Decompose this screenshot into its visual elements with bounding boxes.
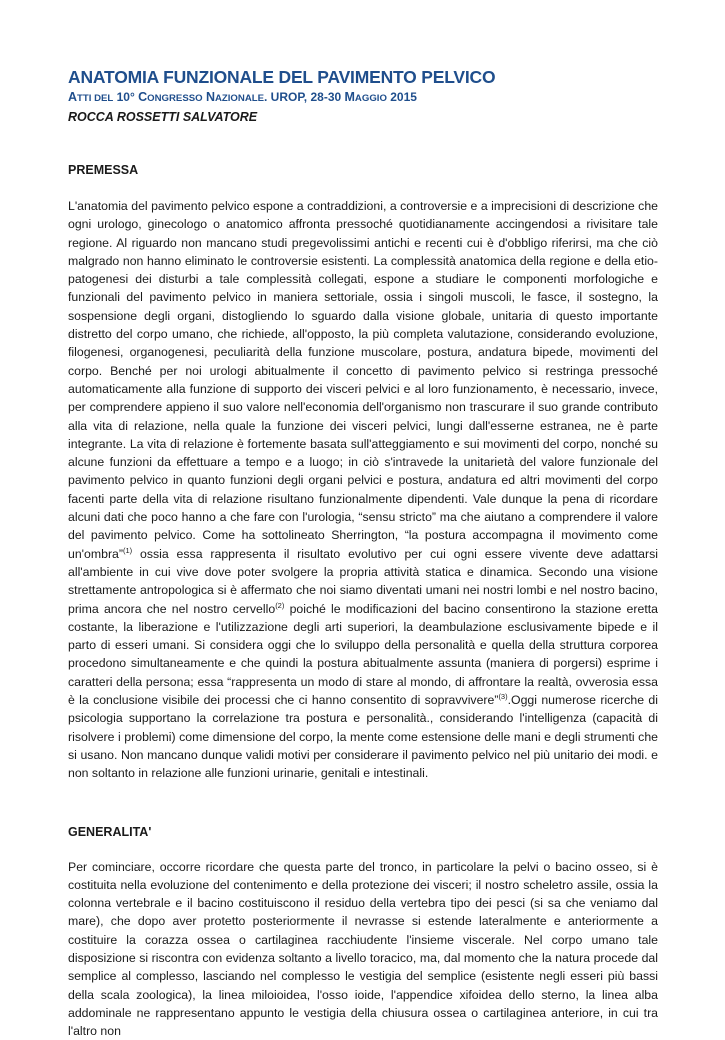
subtitle-part: C <box>138 90 147 104</box>
section-heading-generalita: GENERALITA' <box>68 823 658 841</box>
subtitle-part: 10° <box>113 90 138 104</box>
paragraph-text: ossia essa rappresenta il risultato evolutivo per cui ogni essere vivente deve adattarsi all'ambiente in cui vive dove poter svolgere la propria attività statica e dinamica. Secondo una visione strettamente antropologica si è affermato che noi siamo diventati umani nei nostri lombi e nel nostro bacino, prima ancora che nel nostro cervello <box>68 547 658 616</box>
section-heading-premessa: PREMESSA <box>68 161 658 179</box>
document-author: ROCCA ROSSETTI SALVATORE <box>68 108 658 126</box>
subtitle-part: 2015 <box>387 90 417 104</box>
subtitle-part: M <box>345 90 355 104</box>
subtitle-part: . UROP, 28-30 <box>264 90 344 104</box>
subtitle-part: AGGIO <box>355 93 387 104</box>
document-subtitle <box>68 88 658 108</box>
section-paragraph-premessa <box>68 197 658 783</box>
subtitle-part: ONGRESSO <box>147 93 202 104</box>
paragraph-text: L'anatomia del pavimento pelvico espone a contraddizioni, a controversie e a imprecisioni di descrizione che ogni urologo, ginecologo o anatomico affronta pressoché quotidianamente accingendosi a rivisitare tale regione. Al riguardo non mancano studi pregevolissimi antichi e recenti cui è d'obbligo riferirsi, ma che ciò malgrado non hanno eliminato le controversie esistenti. La complessità anatomica della regione e della etio-patogenesi dei disturbi a tale complessità collegati, espone a studiare le componenti morfologiche e funzionali del pavimento pelvico in maniera settoriale, ossia i singoli muscoli, le fasce, il sostegno, la sospensione degli organi, distogliendo lo sguardo dalla visione globale, unitaria di questo importante distretto del corpo umano, che richiede, all'opposto, la più completa valutazione, considerando evoluzione, filogenesi, organogenesi, peculiarità della funzione muscolare, postura, andatura bipede, movimenti del corpo. Benché per noi urologi abitualmente il concetto di pavimento pelvico si restringa pressoché automaticamente alla funzione di supporto dei visceri pelvici e al loro funzionamento, è necessario, invece, per comprendere appieno il suo valore nell'economia dell'organismo non trascurare il suo grande contributo alla vita di relazione, nella quale la funzione dei visceri pelvici, lungi dall'esserne estranea, ne è parte integrante. La vita di relazione è fortemente basata sull'atteggiamento e sui movimenti del corpo, nonché su alcune funzioni da effettuare a tempo e a luogo; in ciò s'intravede la unitarietà del valore funzionale del pavimento pelvico in quanto funzioni degli organi pelvici e postura, andatura ed altri movimenti del corpo facenti parte della vita di relazione risultano funzionalmente dipendenti. Vale dunque la pena di ricordare alcuni dati che poco hanno a che fare con l'urologia, “sensu stricto” ma che aiutano a comprendere il valore del pavimento pelvico. Come ha sottolineato Sherrington, “la postura accompagna il movimento come un'ombra” <box>68 199 658 561</box>
subtitle-part: A <box>68 90 77 104</box>
subtitle-part: N <box>206 90 215 104</box>
subtitle-part: TTI DEL <box>77 93 113 104</box>
document-page <box>68 66 658 1040</box>
paragraph-text: poiché le modificazioni del bacino consentirono la stazione eretta costante, la liberazione e l'utilizzazione degli arti superiori, la deambulazione esclusivamente bipede e il parto di esseri umani. Si considera oggi che lo sviluppo della personalità e quella della struttura corporea procedono simultaneamente e che quindi la postura abitualmente assunta (maniera di porgersi) esprime i caratteri della persona; essa “rappresenta un modo di stare al mondo, di affrontare la realtà, ovverosia essa è la conclusione visibile dei processi che ci hanno consentito di sopravvivere” <box>68 602 658 707</box>
subtitle-part: AZIONALE <box>215 93 264 104</box>
section-paragraph-generalita: Per cominciare, occorre ricordare che questa parte del tronco, in particolare la pelvi o bacino osseo, si è costituita nella evoluzione del contenimento e della protezione dei visceri; il nostro scheletro assile, ossia la colonna vertebrale e il bacino costituiscono il residuo della vertebra tipo dei pesci (si sa che veniamo dal mare), che dopo aver protetto posteriormente il nevrasse si estende lateralmente e anteriormente a costituire la corazza ossea o cartilaginea racchiudente l'insieme viscerale. Nel corpo umano tale disposizione si riscontra con evidenza soltanto a livello toracico, ma, dal momento che la natura procede dal semplice al complesso, lasciando nel complesso le vestigia del semplice (esistente negli esseri più bassi della scala zoologica), la linea miloioidea, l'osso ioide, l'appendice xifoidea dello sterno, la linea alba addominale ne rappresentano appunto le vestigia della chiusura ossea o cartilaginea anteriore, in cui tra l'altro non <box>68 858 658 1040</box>
document-title: ANATOMIA FUNZIONALE DEL PAVIMENTO PELVICO <box>68 66 658 88</box>
reference-marker: (1) <box>123 546 132 555</box>
reference-marker: (2) <box>275 600 284 609</box>
reference-marker: (3) <box>498 692 507 701</box>
paragraph-text: .Oggi numerose ricerche di psicologia supportano la correlazione tra postura e personalità., considerando l'intelligenza (capacità di risolvere i problemi) come dimensione del corpo, la mente come estensione delle mani e degli strumenti che si usano. Non mancano dunque validi motivi per considerare il pavimento pelvico nel più unitario dei modi. e non soltanto in relazione alle funzioni urinarie, genitali e intestinali. <box>68 693 658 780</box>
